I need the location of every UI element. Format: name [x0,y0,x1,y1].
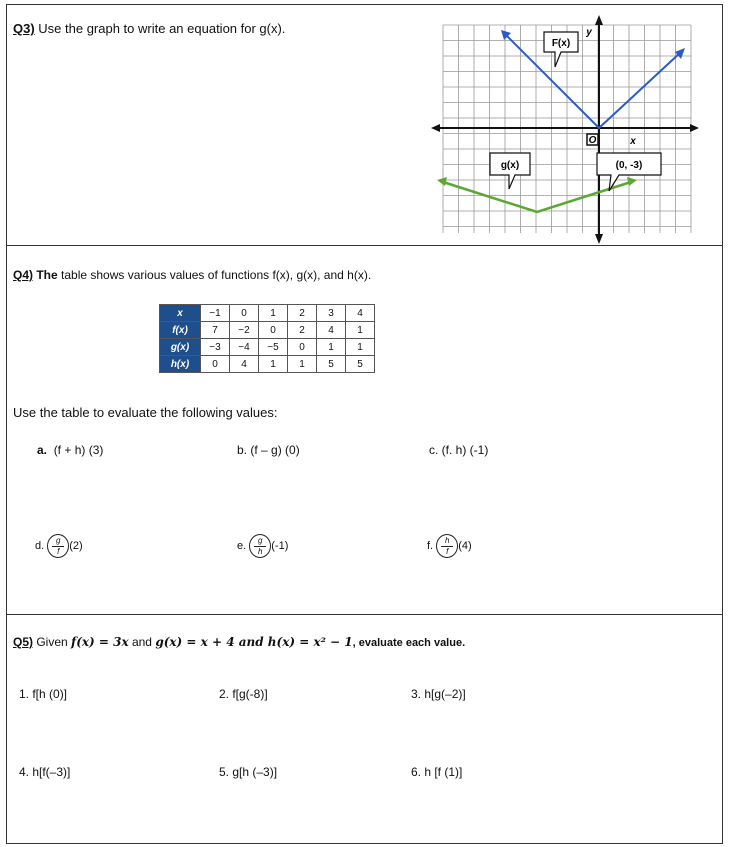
table-cell: 1 [346,339,375,356]
y-axis-label: y [586,27,592,38]
item-e-prefix: e. [237,539,247,552]
table-row [160,322,375,339]
y-axis-bottom-arrow [595,234,603,244]
item-f [427,534,472,558]
question-3-section [6,4,723,246]
question-4-section [6,245,723,615]
table-cell: 1 [259,356,288,373]
q5-item-1: 1. f[h (0)] [19,687,68,701]
table-instruction: Use the table to evaluate the following values: [13,405,278,420]
y-axis-top-arrow [595,15,603,25]
question-5-prompt [13,635,465,649]
g-graph-line [443,182,631,212]
question-5-section [6,614,723,844]
table-cell: 1 [259,305,288,322]
item-a [37,443,103,457]
q5-item-2: 2. f[g(-8)] [219,687,268,701]
table-cell: 1 [317,339,346,356]
q5-item-6: 6. h [f (1)] [411,765,463,779]
table-row [160,305,375,322]
table-cell: 2 [288,305,317,322]
item-d-arg: (2) [69,539,83,552]
item-a-expr: (f + h) (3) [53,443,104,457]
table-cell: −5 [259,339,288,356]
item-e-denominator: h [254,546,266,557]
g-right-arrow [627,177,637,186]
question-5-g-h-definition: g(x) = x + 4 and h(x) = x² − 1 [155,635,353,649]
g-callout [490,153,530,189]
table-cell: 0 [230,305,259,322]
item-f-fraction [436,534,458,558]
table-cell: 7 [201,322,230,339]
table-cell: 1 [288,356,317,373]
item-f-numerator: h [444,536,450,545]
f-graph-line [505,34,681,128]
table-cell: −4 [230,339,259,356]
item-e-arg: (-1) [271,539,289,552]
question-4-prompt [13,268,371,282]
point-label: (0, -3) [615,160,643,171]
item-d-fraction [47,534,69,558]
table-cell: 4 [230,356,259,373]
table-cell: 5 [317,356,346,373]
question-3-label: Q3) [13,21,35,36]
item-a-prefix: a. [37,443,48,457]
x-axis-label: x [630,136,636,147]
item-e-numerator: g [258,536,263,545]
table-row-header: x [160,305,201,322]
question-4-text: table shows various values of functions f(x), g(x), and h(x). [57,268,372,282]
q5-item-3: 3. h[g(–2)] [411,687,466,701]
table-cell: −2 [230,322,259,339]
x-axis-right-arrow [690,124,699,132]
x-axis-left-arrow [431,124,440,132]
table-cell: 0 [288,339,317,356]
item-e [237,534,288,558]
table-cell: −1 [201,305,230,322]
table-cell: 4 [346,305,375,322]
item-c: c. (f. h) (-1) [429,443,489,457]
question-5-f-definition: f(x) = 3x [71,635,129,649]
coordinate-graph [431,15,701,245]
question-5-label: Q5) [13,635,34,649]
item-e-fraction [249,534,271,558]
g-label: g(x) [500,160,520,171]
question-5-given: Given [33,635,72,649]
table-row [160,356,375,373]
question-5-and: and [128,635,156,649]
question-5-tail: , evaluate each value. [352,637,466,649]
q5-item-4: 4. h[f(–3)] [19,765,71,779]
table-cell: 4 [317,322,346,339]
item-d-numerator: g [56,536,61,545]
table-row-header: g(x) [160,339,201,356]
table-cell: 5 [346,356,375,373]
g-left-arrow [437,177,447,186]
function-values-table [159,304,375,373]
item-b: b. (f – g) (0) [237,443,300,457]
table-cell: 0 [259,322,288,339]
table-row-header: f(x) [160,322,201,339]
q5-item-5: 5. g[h (–3)] [219,765,278,779]
table-cell: 1 [346,322,375,339]
question-3-prompt [13,21,285,36]
question-4-label: Q4) [13,268,34,282]
table-row [160,339,375,356]
f-label: F(x) [551,38,571,49]
table-cell: 0 [201,356,230,373]
table-cell: 2 [288,322,317,339]
function-values-table-body [160,305,375,373]
item-f-prefix: f. [427,539,434,552]
question-3-text: Use the graph to write an equation for g(x). [34,21,286,36]
item-d-prefix: d. [35,539,45,552]
table-row-header: h(x) [160,356,201,373]
question-4-text-bold: The [33,268,58,282]
table-cell: −3 [201,339,230,356]
item-d [35,534,83,558]
item-d-denominator: f [52,546,64,557]
item-f-denominator: f [441,546,453,557]
table-cell: 3 [317,305,346,322]
origin-label: O [588,135,597,146]
item-f-arg: (4) [458,539,472,552]
